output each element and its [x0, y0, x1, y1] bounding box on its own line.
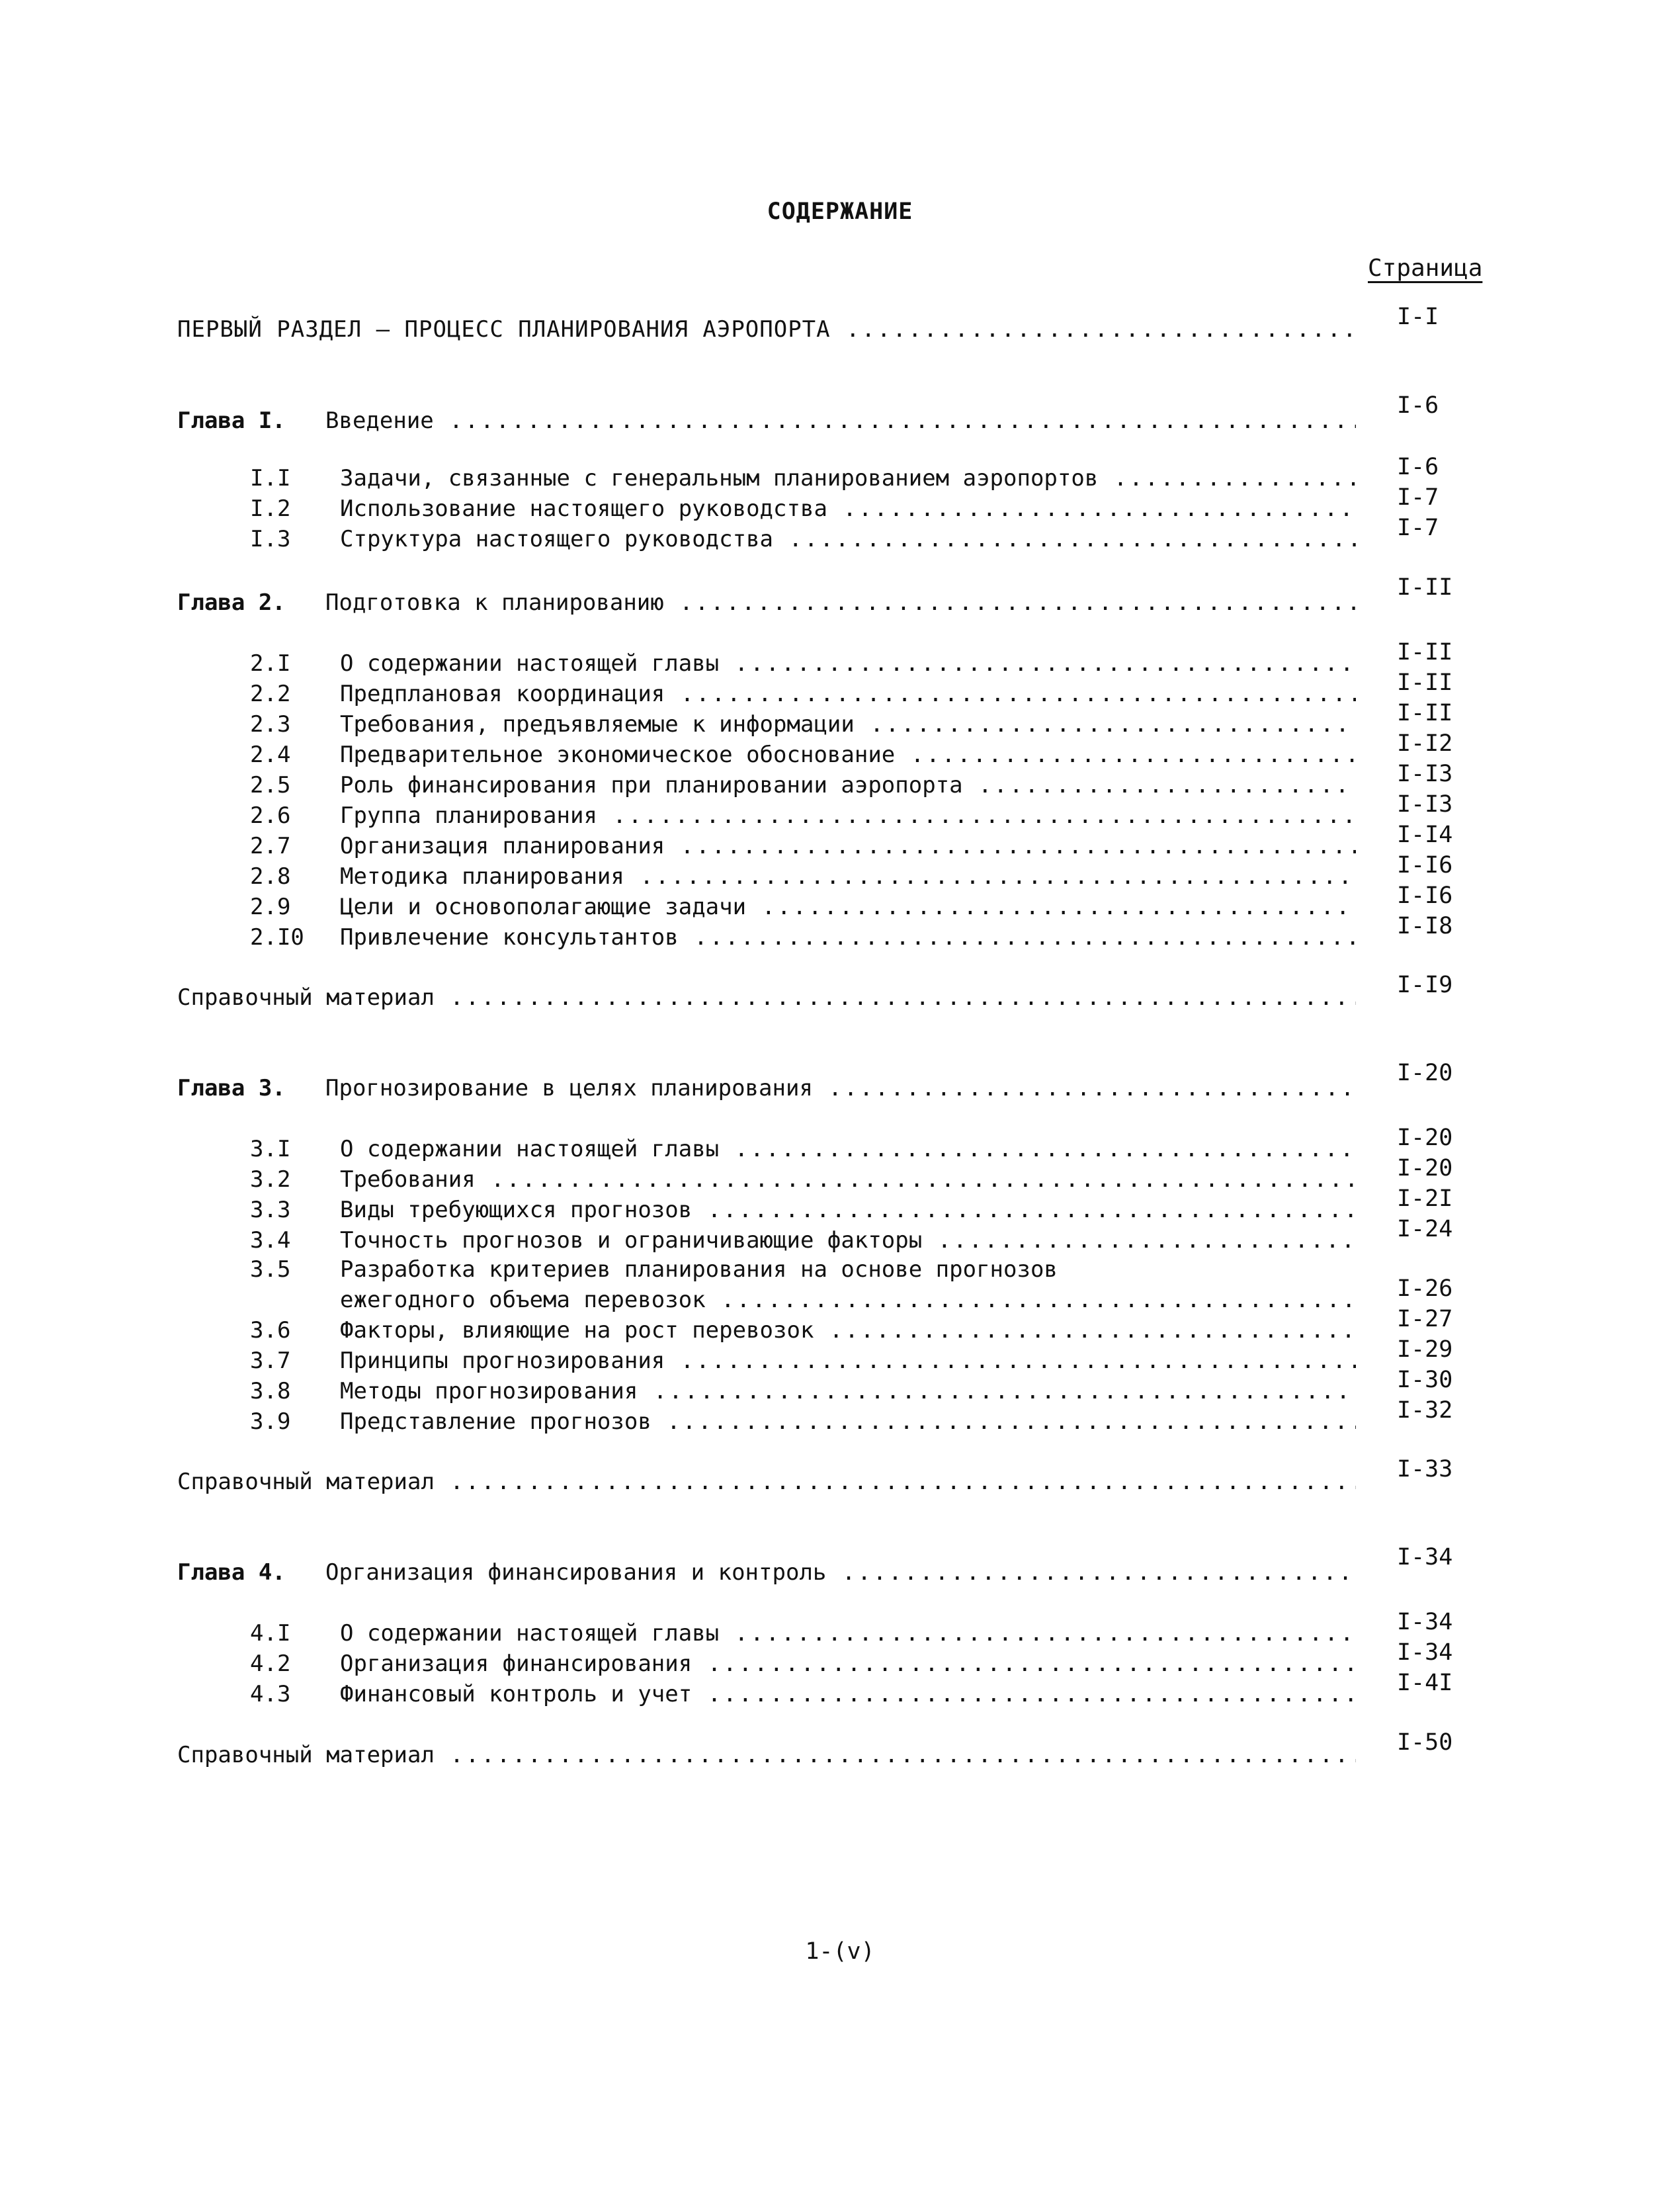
- toc-entry-page: I-I6: [1397, 882, 1453, 909]
- toc-entry-page: I-33: [1397, 1456, 1453, 1482]
- toc-entry-number: 3.3: [250, 1197, 291, 1223]
- toc-entry-title: Подготовка к планированию .....: [325, 587, 1356, 618]
- toc-entry-title: Представление прогнозов .....: [340, 1406, 1356, 1437]
- toc-entry-page: I-II: [1397, 700, 1453, 726]
- toc-entry-number: I.I: [250, 465, 291, 492]
- toc-entry-title: О содержании настоящей главы .....: [340, 1618, 1356, 1649]
- toc-entry-page: I-II: [1397, 669, 1453, 696]
- toc-entry-number: 2.I: [250, 650, 291, 677]
- toc-entry-title: Использование настоящего руководства .....: [340, 493, 1356, 524]
- toc-entry-title: Структура настоящего руководства .....: [340, 524, 1356, 554]
- toc-entry-page: I-34: [1397, 1544, 1453, 1570]
- toc-entry-title: Группа планирования .....: [340, 800, 1356, 831]
- toc-entry-page: I-I4: [1397, 822, 1453, 848]
- toc-entry-number: 2.8: [250, 863, 291, 890]
- toc-entry-page: I-I3: [1397, 761, 1453, 787]
- toc-entry-title: Справочный материал .....: [177, 982, 1356, 1013]
- toc-entry-title: ежегодного объема перевозок .....: [340, 1285, 1356, 1315]
- toc-entry-title: Методика планирования .....: [340, 861, 1356, 892]
- toc-entry-title: Организация планирования .....: [340, 831, 1356, 861]
- toc-entry-number: Глава 3.: [177, 1075, 286, 1101]
- toc-entry-title: Виды требующихся прогнозов .....: [340, 1195, 1356, 1225]
- toc-entry-title: Предварительное экономическое обоснование .....: [340, 740, 1356, 770]
- toc-entry-title: Финансовый контроль и учет .....: [340, 1679, 1356, 1709]
- toc-entry-number: I.2: [250, 495, 291, 522]
- toc-entry-title: Точность прогнозов и ограничивающие факторы .....: [340, 1225, 1356, 1256]
- toc-entry-title: Принципы прогнозирования .....: [340, 1346, 1356, 1376]
- toc-entry-page: I-34: [1397, 1609, 1453, 1635]
- toc-entry-title: Требования, предъявляемые к информации .....: [340, 709, 1356, 740]
- toc-entry-number: 3.4: [250, 1227, 291, 1254]
- toc-entry-title: Цели и основополагающие задачи .....: [340, 892, 1356, 922]
- toc-entry-page: I-6: [1397, 454, 1439, 480]
- toc-entry-number: 2.4: [250, 742, 291, 768]
- toc-entry-title: Требования .....: [340, 1164, 1356, 1195]
- toc-entry-page: I-32: [1397, 1397, 1453, 1424]
- toc-entry-number: 4.3: [250, 1681, 291, 1707]
- toc-entry-page: I-34: [1397, 1639, 1453, 1666]
- toc-entry-title: Методы прогнозирования .....: [340, 1376, 1356, 1406]
- toc-entry-number: 3.6: [250, 1317, 291, 1344]
- toc-entry-page: I-I2: [1397, 730, 1453, 757]
- toc-entry-number: 3.9: [250, 1408, 291, 1435]
- toc-entry-page: I-II: [1397, 639, 1453, 665]
- toc-entry-title: ПЕРВЫЙ РАЗДЕЛ – ПРОЦЕСС ПЛАНИРОВАНИЯ АЭРОПОРТА .....: [177, 314, 1356, 345]
- toc-entry-page: I-6: [1397, 392, 1439, 419]
- toc-entry-page: I-7: [1397, 484, 1439, 511]
- toc-entry-title: Введение .....: [325, 406, 1356, 436]
- toc-entry-page: I-50: [1397, 1729, 1453, 1756]
- page-title: СОДЕРЖАНИЕ: [767, 198, 913, 225]
- toc-entry-number: 2.6: [250, 802, 291, 829]
- toc-entry-number: 3.5: [250, 1256, 291, 1283]
- toc-entry-title: Факторы, влияющие на рост перевозок .....: [340, 1315, 1356, 1346]
- toc-entry-title: Прогнозирование в целях планирования .....: [325, 1073, 1356, 1103]
- toc-entry-number: 2.9: [250, 894, 291, 920]
- toc-entry-title: Привлечение консультантов .....: [340, 922, 1356, 953]
- toc-entry-number: 4.I: [250, 1620, 291, 1647]
- toc-entry-title: Предплановая координация .....: [340, 679, 1356, 709]
- toc-entry-title: Задачи, связанные с генеральным планированием аэропортов .....: [340, 463, 1356, 493]
- toc-entry-page: I-29: [1397, 1336, 1453, 1363]
- toc-entry-page: I-I6: [1397, 852, 1453, 879]
- toc-entry-page: I-7: [1397, 515, 1439, 541]
- toc-entry-title: О содержании настоящей главы .....: [340, 1134, 1356, 1164]
- page-column-header: Страница: [1368, 255, 1483, 282]
- toc-entry-number: 2.2: [250, 681, 291, 707]
- toc-entry-page: I-30: [1397, 1367, 1453, 1393]
- toc-entry-number: Глава I.: [177, 407, 286, 434]
- toc-entry-page: I-24: [1397, 1216, 1453, 1242]
- toc-entry-page: I-I3: [1397, 791, 1453, 818]
- page-number-footer: 1-(v): [805, 1938, 875, 1965]
- toc-entry-title: Роль финансирования при планировании аэропорта .....: [340, 770, 1356, 800]
- toc-entry-page: I-2I: [1397, 1185, 1453, 1212]
- toc-entry-title: Организация финансирования и контроль .....: [325, 1557, 1356, 1588]
- toc-entry-number: 2.5: [250, 772, 291, 798]
- toc-entry-title: Справочный материал .....: [177, 1467, 1356, 1497]
- toc-entry-page: I-27: [1397, 1306, 1453, 1332]
- toc-entry-number: 3.I: [250, 1136, 291, 1162]
- toc-entry-page: I-20: [1397, 1125, 1453, 1151]
- toc-entry-page: I-I: [1397, 304, 1439, 330]
- toc-entry-number: 2.I0: [250, 924, 304, 951]
- toc-entry-number: 3.7: [250, 1348, 291, 1374]
- toc-entry-page: I-II: [1397, 574, 1453, 601]
- toc-entry-page: I-I9: [1397, 972, 1453, 998]
- toc-entry-number: 2.7: [250, 833, 291, 859]
- toc-entry-title: Справочный материал .....: [177, 1740, 1356, 1770]
- toc-entry-title: Разработка критериев планирования на основе прогнозов: [340, 1256, 1058, 1283]
- toc-entry-page: I-20: [1397, 1060, 1453, 1086]
- toc-entry-number: 3.2: [250, 1166, 291, 1193]
- toc-entry-number: I.3: [250, 526, 291, 552]
- toc-entry-number: Глава 4.: [177, 1559, 286, 1586]
- toc-entry-page: I-4I: [1397, 1670, 1453, 1696]
- toc-entry-title: Организация финансирования .....: [340, 1649, 1356, 1679]
- toc-entry-number: 3.8: [250, 1378, 291, 1404]
- toc-entry-page: I-26: [1397, 1275, 1453, 1302]
- toc-entry-page: I-20: [1397, 1155, 1453, 1181]
- toc-entry-title: О содержании настоящей главы .....: [340, 648, 1356, 679]
- toc-entry-page: I-I8: [1397, 913, 1453, 939]
- toc-entry-number: 4.2: [250, 1651, 291, 1677]
- toc-entry-number: 2.3: [250, 711, 291, 738]
- toc-entry-number: Глава 2.: [177, 589, 286, 616]
